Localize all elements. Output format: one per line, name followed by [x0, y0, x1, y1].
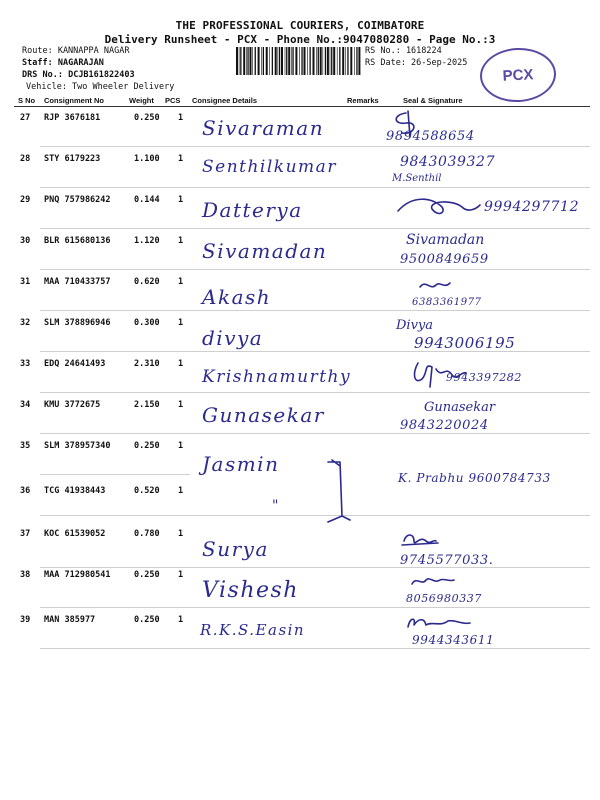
row-consignee-handwriting: Krishnamurthy: [202, 367, 352, 387]
row-weight: 2.150: [134, 400, 160, 410]
col-seal: Seal & Signature: [403, 96, 463, 105]
signature-scribble: [410, 574, 456, 590]
row-weight: 0.620: [134, 277, 160, 287]
row-sno: 32: [20, 318, 31, 328]
row-sno: 27: [20, 113, 31, 123]
col-consignee: Consignee Details: [192, 96, 258, 105]
pcx-stamp: PCX: [479, 46, 558, 104]
runsheet-subtitle: Delivery Runsheet - PCX - Phone No.:9047080280 - Page No.:3: [104, 33, 496, 46]
col-remarks: Remarks: [347, 96, 379, 105]
row-consignment: RJP 3676181: [44, 113, 101, 123]
table-row: [14, 312, 590, 352]
table-row: [14, 476, 590, 516]
route-line: Route: KANNAPPA NAGAR: [22, 46, 130, 56]
col-weight: Weight: [129, 96, 154, 105]
row-seal-handwriting: 9943006195: [414, 334, 516, 352]
row-consignment: MAN 385977: [44, 615, 96, 625]
col-consignment: Consignment No: [44, 96, 104, 105]
row-pcs: 1: [178, 529, 184, 539]
row-sno: 38: [20, 570, 31, 580]
row-sno: 39: [20, 615, 31, 625]
row-seal-handwriting: 9894588654: [386, 129, 475, 144]
signature-scribble: [404, 613, 474, 633]
row-consignment: KOC 61539052: [44, 529, 106, 539]
table-row: [14, 394, 590, 434]
row-consignee-handwriting: Surya: [202, 537, 269, 561]
row-pcs: 1: [178, 359, 184, 369]
row-consignment: PNQ 757986242: [44, 195, 111, 205]
row-divider: [40, 515, 590, 516]
signature-scribble: [418, 277, 458, 293]
row-consignee-handwriting: R.K.S.Easin: [200, 621, 306, 639]
row-pcs: 1: [178, 154, 184, 164]
row-weight: 0.250: [134, 113, 160, 123]
row-consignment: SLM 378896946: [44, 318, 111, 328]
row-sno: 30: [20, 236, 31, 246]
row-consignment: MAA 710433757: [44, 277, 111, 287]
row-consignment: BLR 615680136: [44, 236, 111, 246]
row-pcs: 1: [178, 615, 184, 625]
row-divider: [40, 392, 590, 393]
row-seal-handwriting: 9500849659: [400, 252, 489, 267]
row-weight: 0.250: [134, 570, 160, 580]
barcode-image: [236, 47, 362, 75]
staff-value: NAGARAJAN: [57, 58, 104, 68]
row-weight: 1.120: [134, 236, 160, 246]
row-weight: 0.780: [134, 529, 160, 539]
row-pcs: 1: [178, 195, 184, 205]
row-divider: [40, 269, 590, 270]
signature-scribble: [392, 193, 482, 223]
row-weight: 0.250: [134, 441, 160, 451]
table-row: [14, 189, 590, 229]
row-consignee-handwriting: Senthilkumar: [202, 157, 337, 177]
rs-date: RS Date: 26-Sep-2025: [365, 58, 468, 68]
row-consignment: MAA 712980541: [44, 570, 111, 580]
table-row: [14, 148, 590, 188]
col-pcs: PCS: [165, 96, 181, 105]
row-consignee-handwriting: Akash: [202, 285, 272, 309]
row-sno: 28: [20, 154, 31, 164]
row-seal-handwriting: 9994297712: [484, 199, 580, 215]
drs-label: DRS No.:: [22, 70, 63, 80]
row-seal-note: Gunasekar: [424, 400, 496, 415]
row-seal-note: M.Senthil: [392, 173, 442, 184]
row-divider: [40, 607, 590, 608]
row-consignment: TCG 41938443: [44, 486, 106, 496]
row-consignee-handwriting: Datterya: [202, 198, 303, 222]
row-sno: 36: [20, 486, 31, 496]
row-consignee-handwriting: Vishesh: [202, 578, 299, 603]
row-consignee-handwriting: Sivamadan: [202, 239, 328, 263]
table-row: [14, 568, 590, 608]
signature-scribble: [388, 109, 428, 137]
row-divider: [40, 187, 590, 188]
table-row: [14, 230, 590, 270]
table-row: [14, 435, 590, 485]
row-weight: 0.250: [134, 615, 160, 625]
row-consignee-handwriting: divya: [202, 326, 264, 350]
row-pcs: 1: [178, 441, 184, 451]
table-row: [14, 609, 590, 649]
row-seal-handwriting: K. Prabhu 9600784733: [398, 471, 551, 485]
row-consignment: STY 6179223: [44, 154, 101, 164]
row-divider: [40, 648, 590, 649]
row-seal-handwriting: 8056980337: [406, 592, 482, 605]
rs-number: RS No.: 1618224: [365, 46, 442, 56]
vehicle-line: Vehicle: Two Wheeler Delivery: [26, 82, 175, 92]
row-divider: [40, 228, 590, 229]
row-pcs: 1: [178, 400, 184, 410]
row-seal-note: Divya: [396, 318, 434, 333]
row-divider: [40, 433, 590, 434]
table-row: [14, 353, 590, 393]
table-header: [0, 96, 600, 106]
row-sno: 33: [20, 359, 31, 369]
row-divider: [40, 146, 590, 147]
signature-scribble: [400, 531, 440, 551]
row-divider: [40, 351, 590, 352]
row-consignee-handwriting: ": [272, 498, 279, 514]
drs-line: [22, 70, 135, 80]
row-consignee-handwriting: Gunasekar: [202, 403, 325, 427]
row-seal-note: Sivamadan: [406, 232, 485, 248]
row-consignment: SLM 378957340: [44, 441, 111, 451]
runsheet-title: THE PROFESSIONAL COURIERS, COIMBATORE: [175, 19, 425, 32]
row-divider: [40, 310, 590, 311]
row-sno: 34: [20, 400, 31, 410]
row-consignment: KMU 3772675: [44, 400, 101, 410]
row-weight: 0.144: [134, 195, 160, 205]
table-row: [14, 271, 590, 311]
drs-value: DCJB161822403: [68, 70, 135, 80]
row-sno: 35: [20, 441, 31, 451]
row-seal-handwriting: 9944343611: [412, 633, 495, 647]
row-seal-handwriting: 9843039327: [400, 154, 496, 170]
row-consignee-handwriting: Jasmin: [202, 452, 280, 476]
row-weight: 2.310: [134, 359, 160, 369]
row-pcs: 1: [178, 277, 184, 287]
row-pcs: 1: [178, 318, 184, 328]
row-sno: 29: [20, 195, 31, 205]
row-seal-handwriting: 6383361977: [412, 297, 482, 308]
row-consignee-handwriting: Sivaraman: [202, 116, 325, 140]
col-sno: S No: [18, 96, 36, 105]
table-row: [14, 107, 590, 147]
row-divider: [40, 474, 190, 475]
row-weight: 1.100: [134, 154, 160, 164]
staff-label: Staff:: [22, 58, 53, 68]
row-consignment: EDQ 24641493: [44, 359, 106, 369]
row-pcs: 1: [178, 570, 184, 580]
row-seal-handwriting: 9843220024: [400, 418, 489, 433]
row-seal-handwriting: 9943397282: [446, 371, 522, 384]
row-pcs: 1: [178, 113, 184, 123]
row-weight: 0.520: [134, 486, 160, 496]
table-row: [14, 517, 590, 568]
row-pcs: 1: [178, 486, 184, 496]
row-pcs: 1: [178, 236, 184, 246]
row-sno: 37: [20, 529, 31, 539]
row-seal-handwriting: 9745577033.: [400, 553, 494, 568]
row-sno: 31: [20, 277, 31, 287]
staff-line: [22, 58, 104, 68]
row-weight: 0.300: [134, 318, 160, 328]
